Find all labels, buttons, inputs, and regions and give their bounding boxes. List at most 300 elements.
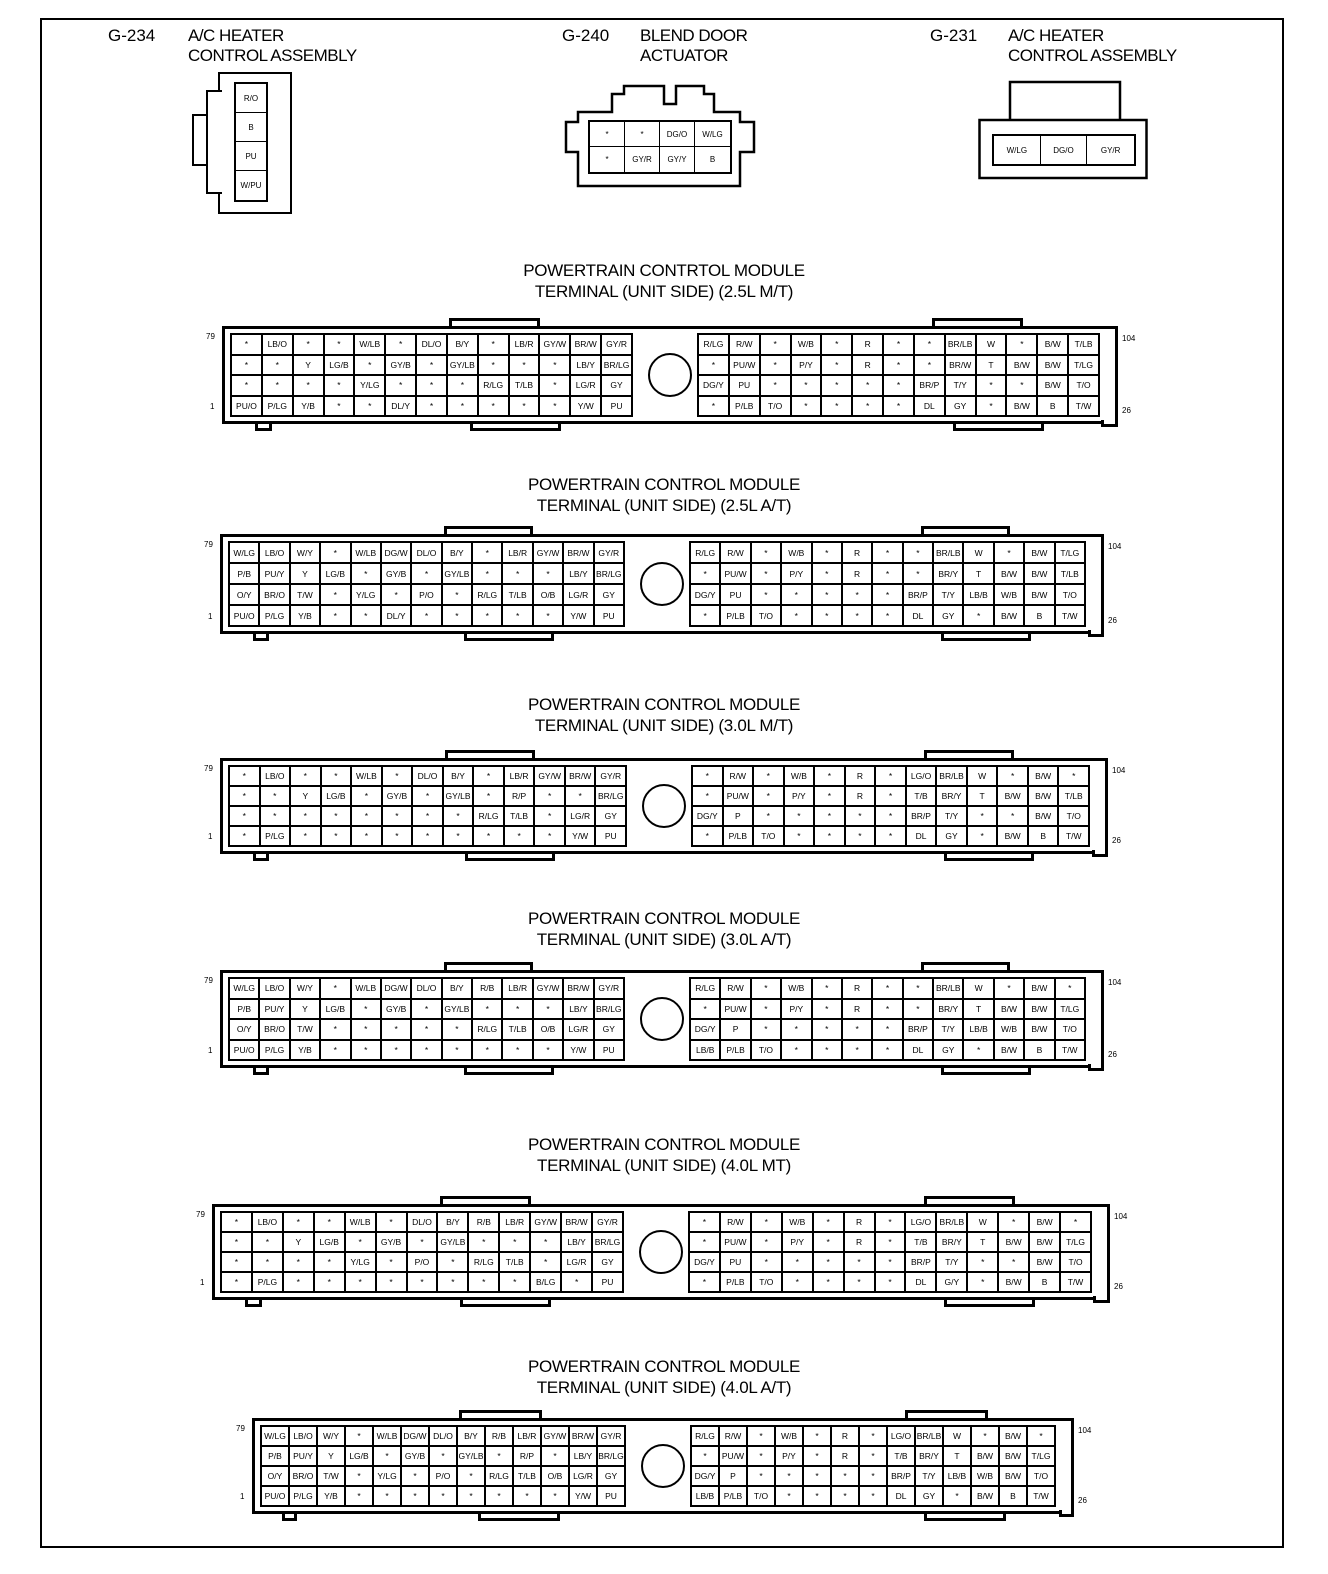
pcm-5-right-pin-r2c10: T	[968, 1233, 997, 1251]
pcm-2-right-pin-r3c8: BR/P	[904, 585, 932, 604]
pcm-3-right-pin-r1c2: R/W	[724, 767, 753, 785]
g234-pin-2: B	[236, 113, 266, 142]
pcm-6-right-pin-r1c8: LG/O	[888, 1427, 914, 1445]
pcm-6-left-pin-r2c7: *	[430, 1447, 456, 1465]
pcm-5-right-pin-r1c2: R/W	[721, 1213, 750, 1231]
pcm-2-left-pin-r1c8: B/Y	[443, 543, 471, 562]
pcm-2-right-pin-r1c1: R/LG	[691, 543, 719, 562]
pcm-5-left-pin-r1c5: W/LB	[346, 1213, 375, 1231]
pcm-3-right-pin-r3c6: *	[846, 807, 875, 825]
pcm-1-right-grid	[697, 333, 1100, 417]
pcm-6-left-pin-r2c4: LG/B	[346, 1447, 372, 1465]
pcm-2-right-pin-r4c3: T/O	[752, 606, 780, 625]
pcm-2-left-pin-r4c5: *	[352, 606, 380, 625]
pcm-6-pin-26: 26	[1078, 1496, 1087, 1505]
pcm-6-left-pin-r3c8: *	[458, 1467, 484, 1485]
pcm-6-left-pin-r2c6: GY/B	[402, 1447, 428, 1465]
pcm-4-left-pin-r3c8: *	[443, 1020, 471, 1039]
pcm-6-left-pin-r2c2: PU/Y	[290, 1447, 316, 1465]
pcm-3-left-pin-r1c12: BR/W	[566, 767, 595, 785]
pcm-5-right-pin-r2c3: *	[752, 1233, 781, 1251]
g234-pin-1: R/O	[236, 84, 266, 113]
g234-pin-4: W/PU	[240, 181, 262, 190]
pcm-6-right-pin-r2c7: *	[860, 1447, 886, 1465]
pcm-2-right-pin-r3c4: *	[782, 585, 810, 604]
pcm-5-right-pin-r4c10: *	[968, 1273, 997, 1291]
pcm-1-right-pin-r2c10: T	[977, 356, 1006, 375]
pcm-2-left-pin-r2c4: LG/B	[321, 564, 349, 583]
pcm-6-left-pin-r3c5: Y/LG	[374, 1467, 400, 1485]
pcm-1-right-pin-r1c12: B/W	[1038, 335, 1067, 354]
pcm-1-right-pin-r4c9: GY	[946, 397, 975, 416]
pcm-1-right-pin-r2c7: *	[884, 356, 913, 375]
pcm-5-left-pin-r2c2: *	[253, 1233, 282, 1251]
pcm-6-left-pin-r2c1: P/B	[262, 1447, 288, 1465]
g234-code: G-234	[108, 26, 156, 45]
pcm-2-left-pin-r2c6: GY/B	[382, 564, 410, 583]
pcm-4-left-pin-r4c3: Y/B	[291, 1041, 319, 1060]
pcm-5-right-pin-r4c13: T/W	[1061, 1273, 1090, 1291]
pcm-5-left-pin-r2c8: GY/LB	[438, 1233, 467, 1251]
pcm-3-pin-79: 79	[204, 764, 213, 773]
pcm-5-right-pin-r1c8: LG/O	[906, 1213, 935, 1231]
pcm-4-left-pin-r2c3: Y	[291, 1000, 319, 1019]
pcm-4-right-pin-r1c13: *	[1056, 979, 1084, 998]
pcm-1-left-pin-r2c7: *	[417, 356, 446, 375]
pcm-1-left-pin-r3c10: T/LB	[510, 376, 539, 395]
pcm-4-right-pin-r2c3: *	[752, 1000, 780, 1019]
pcm-3-left-pin-r3c8: *	[444, 807, 473, 825]
pcm-5-right-pin-r2c5: *	[814, 1233, 843, 1251]
pcm-6-left-pin-r1c9: R/B	[486, 1427, 512, 1445]
pcm-2-right-pin-r1c13: T/LG	[1056, 543, 1084, 562]
pcm-1-left-pin-r3c2: *	[263, 376, 292, 395]
pcm-1-left-pin-r3c12: LG/R	[571, 376, 600, 395]
pcm-3-left-pin-r3c3: *	[291, 807, 320, 825]
pcm-3-left-pin-r4c6: *	[383, 827, 412, 845]
pcm-5-left-pin-r2c5: *	[346, 1233, 375, 1251]
pcm-5-right-pin-r2c6: R	[845, 1233, 874, 1251]
pcm-1-right-pin-r1c2: R/W	[730, 335, 759, 354]
pcm-3-right-pin-r2c11: B/W	[998, 787, 1027, 805]
pcm-2-left-pin-r3c11: O/B	[534, 585, 562, 604]
pcm-3-left-pin-r2c6: GY/B	[383, 787, 412, 805]
pcm-5-right-pin-r1c6: R	[845, 1213, 874, 1231]
pcm-6-left-pin-r2c11: *	[542, 1447, 568, 1465]
pcm-2-right-pin-r3c2: PU	[721, 585, 749, 604]
pcm-4-right-pin-r1c10: W	[964, 979, 992, 998]
pcm-1-right-pin-r2c9: BR/W	[946, 356, 975, 375]
pcm-4-right-pin-r2c12: B/W	[1025, 1000, 1053, 1019]
pcm-6-left-pin-r1c8: B/Y	[458, 1427, 484, 1445]
pcm-4-right-pin-r4c9: GY	[934, 1041, 962, 1060]
pcm-3-left-pin-r2c2: *	[261, 787, 290, 805]
pcm-1-right-pin-r4c1: *	[699, 397, 728, 416]
pcm-6-right-pin-r4c6: *	[832, 1487, 858, 1505]
pcm-5-left-pin-r2c11: *	[531, 1233, 560, 1251]
pcm-5-right-pin-r4c7: *	[876, 1273, 905, 1291]
pcm-1-right-pin-r2c3: *	[761, 356, 790, 375]
pcm-6-right-pin-r1c2: R/W	[720, 1427, 746, 1445]
pcm-6-left-pin-r1c3: W/Y	[318, 1427, 344, 1445]
pcm-3-left-pin-r2c13: BR/LG	[596, 787, 625, 805]
pcm-4-right-pin-r3c6: *	[843, 1020, 871, 1039]
pcm-3-left-pin-r1c6: *	[383, 767, 412, 785]
pcm-4-right-pin-r2c4: P/Y	[782, 1000, 810, 1019]
pcm-4-left-pin-r4c10: *	[503, 1041, 531, 1060]
pcm-4-pin-1: 1	[208, 1046, 213, 1055]
pcm-6-left-pin-r3c6: *	[402, 1467, 428, 1485]
pcm-3-left-pin-r2c1: *	[230, 787, 259, 805]
pcm-2-connector	[204, 534, 1122, 634]
pcm-4-right-pin-r1c4: W/B	[782, 979, 810, 998]
pcm-1-right-pin-r3c11: *	[1007, 376, 1036, 395]
pcm-5-right-pin-r4c11: B/W	[999, 1273, 1028, 1291]
g231-pin-1: W/LG	[994, 136, 1041, 164]
pcm-2-right-pin-r2c5: *	[813, 564, 841, 583]
pcm-5-right-pin-r3c12: B/W	[1030, 1253, 1059, 1271]
pcm-5-left-pin-r2c9: *	[469, 1233, 498, 1251]
pcm-4-right-pin-r1c11: *	[995, 979, 1023, 998]
pcm-2-right-pin-r3c3: *	[752, 585, 780, 604]
pcm-5-title-1: POWERTRAIN CONTROL MODULE	[527, 1135, 801, 1154]
pcm-4-left-pin-r3c11: O/B	[534, 1020, 562, 1039]
pcm-3-right-pin-r3c9: T/Y	[937, 807, 966, 825]
pcm-2-right-pin-r4c4: *	[782, 606, 810, 625]
pcm-2-right-pin-r2c8: *	[904, 564, 932, 583]
pcm-4-left-pin-r3c3: T/W	[291, 1020, 319, 1039]
pcm-2-left-pin-r2c11: *	[534, 564, 562, 583]
pcm-4-left-pin-r1c10: LB/R	[503, 979, 531, 998]
pcm-4-right-pin-r4c13: T/W	[1056, 1041, 1084, 1060]
pcm-4-right-pin-r3c7: *	[873, 1020, 901, 1039]
pcm-2-left-pin-r1c6: DG/W	[382, 543, 410, 562]
pcm-5-left-pin-r3c3: *	[284, 1253, 313, 1271]
pcm-6-left-pin-r1c1: W/LG	[262, 1427, 288, 1445]
pcm-4-left-pin-r4c9: *	[473, 1041, 501, 1060]
pcm-4-pin-26: 26	[1108, 1050, 1117, 1059]
pcm-1-pin-79: 79	[206, 332, 215, 341]
pcm-6-right-pin-r1c5: *	[804, 1427, 830, 1445]
pcm-4-right-pin-r4c6: *	[843, 1041, 871, 1060]
pcm-1-center-boss	[648, 353, 692, 397]
pcm-4-right-pin-r1c5: *	[813, 979, 841, 998]
pcm-2-pin-104: 104	[1108, 542, 1122, 551]
pcm-1-left-grid	[230, 333, 633, 417]
g240-label-1: BLEND DOOR	[640, 26, 748, 45]
pcm-1-left-pin-r2c3: Y	[294, 356, 323, 375]
pcm-4-left-pin-r4c8: *	[443, 1041, 471, 1060]
pcm-1-right-pin-r2c11: B/W	[1007, 356, 1036, 375]
pcm-6-right-pin-r3c9: T/Y	[916, 1467, 942, 1485]
pcm-1-right-pin-r2c12: B/W	[1038, 356, 1067, 375]
pcm-3-left-pin-r1c9: *	[474, 767, 503, 785]
pcm-6-right-pin-r2c12: B/W	[1000, 1447, 1026, 1465]
pcm-2-left-pin-r4c11: *	[534, 606, 562, 625]
pcm-5-left-pin-r3c4: *	[315, 1253, 344, 1271]
pcm-4-right-pin-r1c3: *	[752, 979, 780, 998]
pcm-3-left-pin-r4c4: *	[322, 827, 351, 845]
pcm-4-right-pin-r3c12: B/W	[1025, 1020, 1053, 1039]
pcm-4-right-pin-r3c13: T/O	[1056, 1020, 1084, 1039]
pcm-1-right-pin-r3c5: *	[822, 376, 851, 395]
pcm-1-right-pin-r1c13: T/LB	[1069, 335, 1098, 354]
g240-connector	[564, 82, 756, 188]
pcm-4-right-pin-r2c1: *	[691, 1000, 719, 1019]
pcm-1-left-pin-r2c4: LG/B	[325, 356, 354, 375]
g240-pin-r2-4: B	[709, 155, 716, 164]
pcm-4-left-pin-r2c7: *	[412, 1000, 440, 1019]
pcm-5-left-pin-r1c1: *	[222, 1213, 251, 1231]
g240-pin-r2-1: *	[590, 147, 625, 172]
g240-pin-r2-2: GY/R	[625, 147, 660, 172]
pcm-6-left-pin-r3c13: GY	[598, 1467, 624, 1485]
pcm-5-left-pin-r1c8: B/Y	[438, 1213, 467, 1231]
pcm-5-right-pin-r3c7: *	[876, 1253, 905, 1271]
pcm-5-left-pin-r2c12: LB/Y	[562, 1233, 591, 1251]
pcm-4-left-pin-r1c13: GY/R	[595, 979, 623, 998]
pcm-1-right-pin-r3c1: DG/Y	[699, 376, 728, 395]
pcm-4-right-pin-r3c3: *	[752, 1020, 780, 1039]
pcm-2-left-pin-r1c13: GY/R	[595, 543, 623, 562]
pcm-6-right-pin-r4c4: *	[776, 1487, 802, 1505]
pcm-6-right-pin-r3c8: BR/P	[888, 1467, 914, 1485]
pcm-4-right-pin-r2c7: *	[873, 1000, 901, 1019]
pcm-5-right-pin-r4c3: T/O	[752, 1273, 781, 1291]
pcm-4-right-pin-r3c2: P	[721, 1020, 749, 1039]
pcm-1-left-pin-r4c10: *	[510, 397, 539, 416]
pcm-3-right-pin-r2c2: PU/W	[724, 787, 753, 805]
g231-label-2: CONTROL ASSEMBLY	[1008, 46, 1177, 65]
pcm-1-connector	[206, 326, 1136, 424]
pcm-5-left-pin-r4c7: *	[408, 1273, 437, 1291]
pcm-6-left-pin-r3c12: LG/R	[570, 1467, 596, 1485]
pcm-4-left-pin-r2c2: PU/Y	[260, 1000, 288, 1019]
pcm-2-right-pin-r1c10: W	[964, 543, 992, 562]
pcm-5-right-pin-r3c9: T/Y	[937, 1253, 966, 1271]
pcm-1-left-pin-r4c13: PU	[602, 397, 631, 416]
pcm-2-left-pin-r1c5: W/LB	[352, 543, 380, 562]
pcm-2-center-boss	[640, 562, 684, 606]
pcm-2-left-pin-r2c13: BR/LG	[595, 564, 623, 583]
pcm-6-right-pin-r3c1: DG/Y	[692, 1467, 718, 1485]
pcm-1-right-pin-r4c5: *	[822, 397, 851, 416]
pcm-5-left-pin-r3c9: R/LG	[469, 1253, 498, 1271]
pcm-4-right-pin-r2c8: *	[904, 1000, 932, 1019]
pcm-3-right-pin-r1c13: *	[1059, 767, 1088, 785]
pcm-1-left-pin-r2c11: *	[540, 356, 569, 375]
pcm-1-left-pin-r3c13: GY	[602, 376, 631, 395]
pcm-2-left-pin-r2c9: *	[473, 564, 501, 583]
pcm-5-left-pin-r4c4: *	[315, 1273, 344, 1291]
pcm-4-left-pin-r3c1: O/Y	[230, 1020, 258, 1039]
pcm-3-right-pin-r4c1: *	[693, 827, 722, 845]
pcm-3-right-pin-r4c13: T/W	[1059, 827, 1088, 845]
pcm-6-right-pin-r4c13: T/W	[1028, 1487, 1054, 1505]
g231-code: G-231	[930, 26, 978, 45]
pcm-4-right-pin-r4c7: *	[873, 1041, 901, 1060]
pcm-1-left-pin-r2c12: LB/Y	[571, 356, 600, 375]
pcm-3-left-pin-r2c8: GY/LB	[444, 787, 473, 805]
pcm-6-right-pin-r2c3: *	[748, 1447, 774, 1465]
pcm-1-left-pin-r1c4: *	[325, 335, 354, 354]
pcm-1-left-pin-r4c7: *	[417, 397, 446, 416]
pcm-3-right-pin-r1c8: LG/O	[907, 767, 936, 785]
pcm-2-right-pin-r1c7: *	[873, 543, 901, 562]
pcm-2-right-pin-r4c6: *	[843, 606, 871, 625]
pcm-6-left-pin-r3c7: P/O	[430, 1467, 456, 1485]
pcm-4-left-pin-r3c4: *	[321, 1020, 349, 1039]
pcm-4-left-pin-r2c12: LB/Y	[564, 1000, 592, 1019]
pcm-5-left-pin-r3c12: LG/R	[562, 1253, 591, 1271]
pcm-3-left-pin-r3c11: *	[535, 807, 564, 825]
pcm-3-right-pin-r2c3: *	[754, 787, 783, 805]
pcm-4-right-pin-r2c5: *	[813, 1000, 841, 1019]
pcm-2-left-pin-r2c12: LB/Y	[564, 564, 592, 583]
pcm-6-right-pin-r4c8: DL	[888, 1487, 914, 1505]
pcm-6-right-pin-r1c13: *	[1028, 1427, 1054, 1445]
pcm-1-left-pin-r3c6: *	[386, 376, 415, 395]
pcm-1-right-pin-r2c2: PU/W	[730, 356, 759, 375]
pcm-6-right-pin-r3c7: *	[860, 1467, 886, 1485]
pcm-3-left-pin-r2c11: *	[535, 787, 564, 805]
pcm-5-right-pin-r4c6: *	[845, 1273, 874, 1291]
pcm-3-right-pin-r4c4: *	[785, 827, 814, 845]
g240-pin-r1-3: DG/O	[660, 122, 695, 147]
pcm-3-right-pin-r2c7: *	[876, 787, 905, 805]
pcm-1-right-pin-r3c8: BR/P	[915, 376, 944, 395]
pcm-2-left-pin-r4c4: *	[321, 606, 349, 625]
pcm-5-left-pin-r3c8: *	[438, 1253, 467, 1271]
pcm-1-right-pin-r1c5: *	[822, 335, 851, 354]
pcm-5-right-pin-r3c10: *	[968, 1253, 997, 1271]
pcm-6-left-pin-r2c9: *	[486, 1447, 512, 1465]
pcm-1-left-pin-r3c4: *	[325, 376, 354, 395]
pcm-6-left-pin-r4c1: PU/O	[262, 1487, 288, 1505]
pcm-4-right-pin-r1c8: *	[904, 979, 932, 998]
pcm-2-right-pin-r3c10: LB/B	[964, 585, 992, 604]
pcm-4-left-pin-r1c11: GY/W	[534, 979, 562, 998]
pcm-5-right-pin-r2c9: BR/Y	[937, 1233, 966, 1251]
pcm-6-left-pin-r4c5: *	[374, 1487, 400, 1505]
pcm-4-pin-104: 104	[1108, 978, 1122, 987]
pcm-3-left-pin-r4c5: *	[352, 827, 381, 845]
pcm-4-left-pin-r2c5: *	[352, 1000, 380, 1019]
pcm-3-left-pin-r1c7: DL/O	[413, 767, 442, 785]
pcm-6-right-pin-r1c11: *	[972, 1427, 998, 1445]
pcm-4-right-pin-r4c11: B/W	[995, 1041, 1023, 1060]
pcm-1-left-pin-r4c2: P/LG	[263, 397, 292, 416]
pcm-4-left-pin-r1c8: B/Y	[443, 979, 471, 998]
pcm-3-right-pin-r3c4: *	[785, 807, 814, 825]
pcm-3-left-pin-r1c11: GY/W	[535, 767, 564, 785]
pcm-2-pin-1: 1	[208, 612, 213, 621]
pcm-3-left-pin-r4c1: *	[230, 827, 259, 845]
pcm-3-left-pin-r4c13: PU	[596, 827, 625, 845]
pcm-1-left-pin-r2c9: *	[479, 356, 508, 375]
pcm-6-right-pin-r2c2: PU/W	[720, 1447, 746, 1465]
pcm-3-right-pin-r2c1: *	[693, 787, 722, 805]
pcm-4-title-2: TERMINAL (UNIT SIDE) (3.0L A/T)	[536, 930, 792, 949]
pcm-2-left-pin-r4c1: PU/O	[230, 606, 258, 625]
pcm-5-right-pin-r4c1: *	[690, 1273, 719, 1291]
pcm-6-pin-104: 104	[1078, 1426, 1092, 1435]
pcm-4-right-pin-r3c8: BR/P	[904, 1020, 932, 1039]
pcm-5-left-pin-r3c6: *	[377, 1253, 406, 1271]
pcm-5-right-pin-r1c3: *	[752, 1213, 781, 1231]
pcm-5-left-pin-r1c3: *	[284, 1213, 313, 1231]
pcm-1-right-pin-r4c13: T/W	[1069, 397, 1098, 416]
pcm-6-left-pin-r1c10: LB/R	[514, 1427, 540, 1445]
pcm-6-left-pin-r2c10: R/P	[514, 1447, 540, 1465]
pcm-6-right-pin-r4c12: B	[1000, 1487, 1026, 1505]
pcm-5-right-pin-r3c13: T/O	[1061, 1253, 1090, 1271]
pcm-6-right-grid	[690, 1425, 1056, 1507]
pcm-4-left-pin-r1c6: DG/W	[382, 979, 410, 998]
pcm-4-left-pin-r3c10: T/LB	[503, 1020, 531, 1039]
pcm-3-center-boss	[642, 784, 686, 828]
pcm-6-right-pin-r3c6: *	[832, 1467, 858, 1485]
pcm-5-left-pin-r4c6: *	[377, 1273, 406, 1291]
pcm-2-pin-79: 79	[204, 540, 213, 549]
pcm-4-right-pin-r2c10: T	[964, 1000, 992, 1019]
pcm-1-right-pin-r1c10: W	[977, 335, 1006, 354]
pcm-5-right-pin-r4c4: *	[783, 1273, 812, 1291]
pcm-1-right-pin-r4c11: B/W	[1007, 397, 1036, 416]
pcm-3-left-pin-r2c9: *	[474, 787, 503, 805]
pcm-3-right-pin-r2c8: T/B	[907, 787, 936, 805]
pcm-3-right-pin-r4c2: P/LB	[724, 827, 753, 845]
pcm-3-right-pin-r1c7: *	[876, 767, 905, 785]
pcm-2-left-pin-r3c4: *	[321, 585, 349, 604]
pcm-6-left-pin-r4c3: Y/B	[318, 1487, 344, 1505]
pcm-6-left-pin-r1c6: DG/W	[402, 1427, 428, 1445]
pcm-5-right-pin-r2c1: *	[690, 1233, 719, 1251]
pcm-5-left-pin-r4c9: *	[469, 1273, 498, 1291]
pcm-4-right-pin-r1c12: B/W	[1025, 979, 1053, 998]
pcm-6-left-pin-r4c6: *	[402, 1487, 428, 1505]
pcm-5-right-pin-r2c7: *	[876, 1233, 905, 1251]
pcm-2-left-pin-r4c8: *	[443, 606, 471, 625]
pcm-2-left-pin-r3c2: BR/O	[260, 585, 288, 604]
pcm-2-title-2: TERMINAL (UNIT SIDE) (2.5L A/T)	[536, 496, 792, 515]
pcm-5-pin-26: 26	[1114, 1282, 1123, 1291]
pcm-4-left-pin-r1c2: LB/O	[260, 979, 288, 998]
pcm-2-right-pin-r4c10: *	[964, 606, 992, 625]
pcm-4-right-pin-r1c9: BR/LB	[934, 979, 962, 998]
pcm-1-right-pin-r1c8: *	[915, 335, 944, 354]
g231-label-1: A/C HEATER	[1008, 26, 1104, 45]
pcm-2-right-pin-r4c13: T/W	[1056, 606, 1084, 625]
pcm-3-right-pin-r4c6: *	[846, 827, 875, 845]
pcm-4-left-pin-r1c12: BR/W	[564, 979, 592, 998]
pcm-6-right-pin-r4c1: LB/B	[692, 1487, 718, 1505]
pcm-2-left-pin-r2c5: *	[352, 564, 380, 583]
pcm-5-left-pin-r3c11: *	[531, 1253, 560, 1271]
pcm-5-left-pin-r1c7: DL/O	[408, 1213, 437, 1231]
pcm-3-right-pin-r2c4: P/Y	[785, 787, 814, 805]
pcm-6-right-pin-r2c13: T/LG	[1028, 1447, 1054, 1465]
pcm-2-right-pin-r1c2: R/W	[721, 543, 749, 562]
pcm-6-right-pin-r3c2: P	[720, 1467, 746, 1485]
pcm-1-right-pin-r3c10: *	[977, 376, 1006, 395]
pcm-5-right-pin-r1c7: *	[876, 1213, 905, 1231]
pcm-3-right-pin-r3c5: *	[815, 807, 844, 825]
pcm-3-right-pin-r4c9: GY	[937, 827, 966, 845]
pcm-4-left-pin-r2c10: *	[503, 1000, 531, 1019]
pcm-3-right-pin-r2c12: B/W	[1029, 787, 1058, 805]
pcm-4-right-pin-r2c2: PU/W	[721, 1000, 749, 1019]
